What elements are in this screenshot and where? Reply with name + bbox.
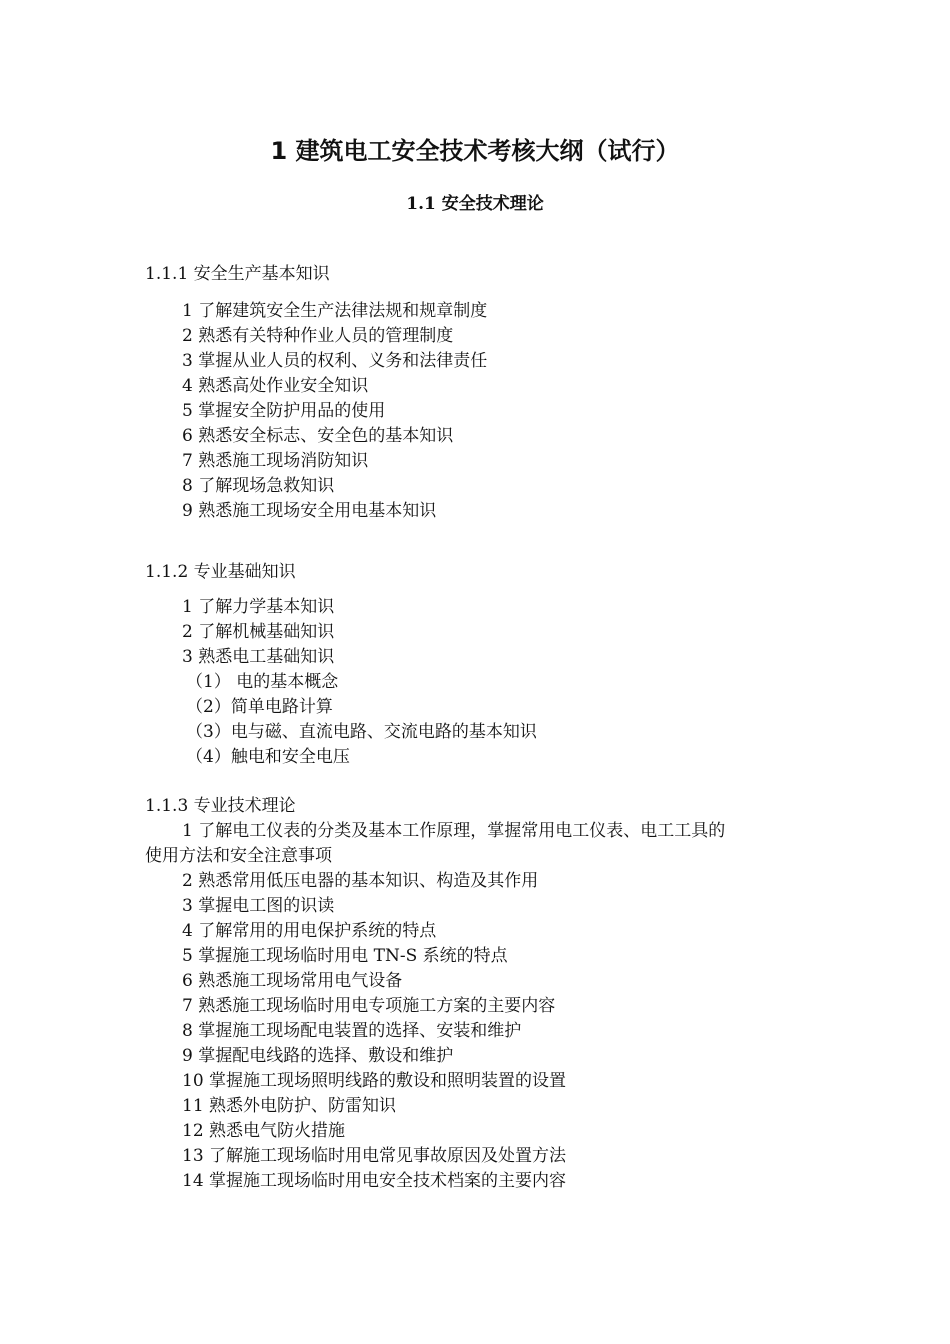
list-item: 6 熟悉施工现场常用电气设备 [182, 971, 403, 991]
list-item: 1 了解力学基本知识 [182, 597, 335, 617]
list-item-continuation: 使用方法和安全注意事项 [145, 846, 332, 866]
list-item: 13 了解施工现场临时用电常见事故原因及处置方法 [182, 1146, 567, 1166]
list-item: 4 熟悉高处作业安全知识 [182, 376, 369, 396]
document-title: 1 建筑电工安全技术考核大纲（试行） [270, 137, 680, 165]
list-item: 3 掌握电工图的识读 [182, 896, 335, 916]
list-item: 5 掌握安全防护用品的使用 [182, 401, 386, 421]
list-item: 5 掌握施工现场临时用电 TN-S 系统的特点 [182, 946, 508, 966]
sub-list-item: （3）电与磁、直流电路、交流电路的基本知识 [186, 722, 537, 742]
subsection-heading: 1.1.1 安全生产基本知识 [145, 264, 330, 284]
sub-list-item: （1） 电的基本概念 [186, 672, 339, 692]
list-item: 9 掌握配电线路的选择、敷设和维护 [182, 1046, 454, 1066]
list-item: 1 了解电工仪表的分类及基本工作原理，掌握常用电工仪表、电工工具的 [182, 821, 726, 841]
sub-list-item: （2）简单电路计算 [186, 697, 333, 717]
list-item: 2 了解机械基础知识 [182, 622, 335, 642]
list-item: 3 熟悉电工基础知识 [182, 647, 335, 667]
list-item: 7 熟悉施工现场消防知识 [182, 451, 369, 471]
list-item: 2 熟悉常用低压电器的基本知识、构造及其作用 [182, 871, 539, 891]
list-item: 12 熟悉电气防火措施 [182, 1121, 346, 1141]
list-item: 10 掌握施工现场照明线路的敷设和照明装置的设置 [182, 1071, 567, 1091]
list-item: 3 掌握从业人员的权利、义务和法律责任 [182, 351, 488, 371]
list-item: 8 了解现场急救知识 [182, 476, 335, 496]
list-item: 8 掌握施工现场配电装置的选择、安装和维护 [182, 1021, 522, 1041]
list-item: 11 熟悉外电防护、防雷知识 [182, 1096, 397, 1116]
list-item: 4 了解常用的用电保护系统的特点 [182, 921, 437, 941]
list-item: 6 熟悉安全标志、安全色的基本知识 [182, 426, 454, 446]
subsection-heading: 1.1.3 专业技术理论 [145, 796, 296, 816]
list-item: 1 了解建筑安全生产法律法规和规章制度 [182, 301, 488, 321]
list-item: 14 掌握施工现场临时用电安全技术档案的主要内容 [182, 1171, 567, 1191]
sub-list-item: （4）触电和安全电压 [186, 747, 350, 767]
subsection-heading: 1.1.2 专业基础知识 [145, 562, 296, 582]
list-item: 7 熟悉施工现场临时用电专项施工方案的主要内容 [182, 996, 556, 1016]
list-item: 9 熟悉施工现场安全用电基本知识 [182, 501, 437, 521]
section-title: 1.1 安全技术理论 [406, 194, 544, 214]
list-item: 2 熟悉有关特种作业人员的管理制度 [182, 326, 454, 346]
